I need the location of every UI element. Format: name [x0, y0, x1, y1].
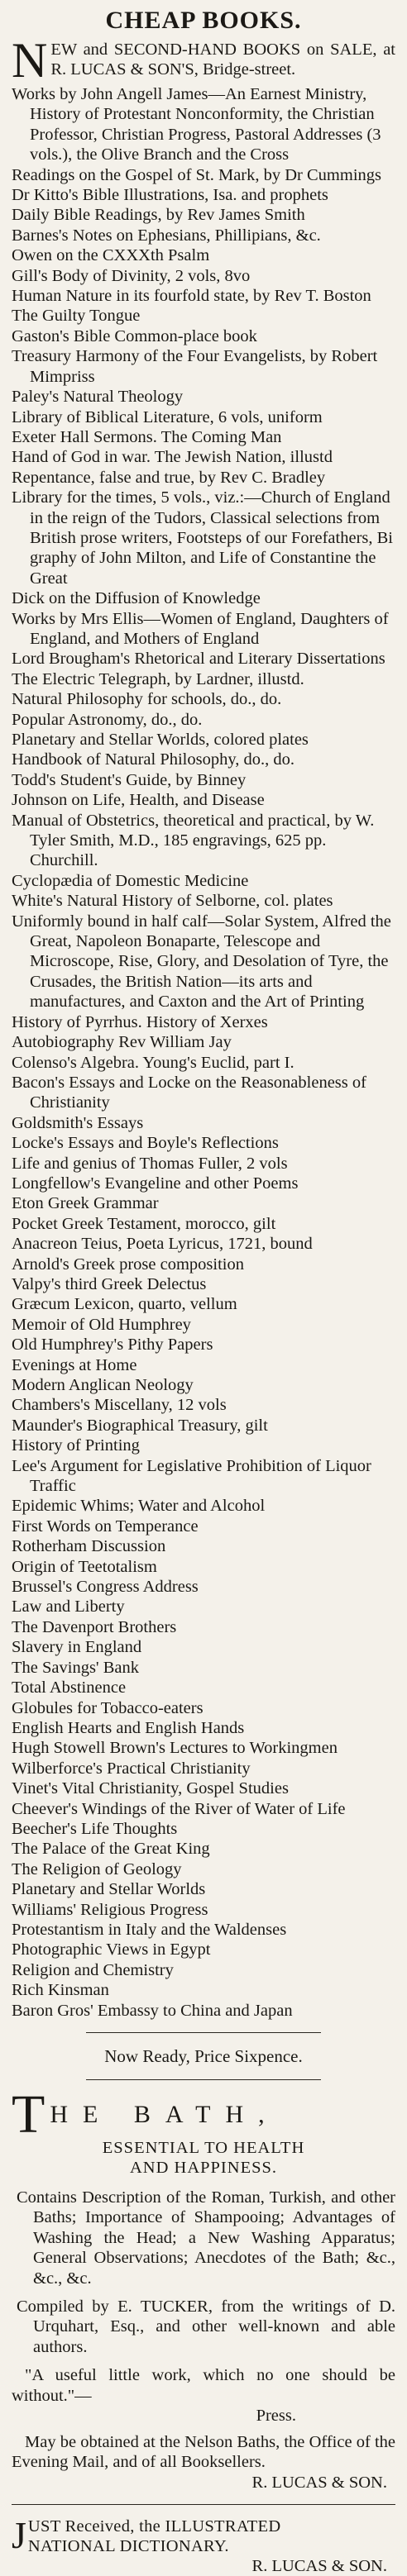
bath-availability: May be obtained at the Nelson Baths, the Office of the Evening Mail, and of all Booksellers.	[12, 2433, 395, 2472]
bath-heading	[12, 2084, 395, 2145]
book-list-item: Paley's Natural Theology	[12, 388, 184, 407]
book-list-item: Brussel's Congress Address	[12, 1578, 199, 1597]
book-list-item: Rich Kinsman	[12, 1981, 109, 2000]
bath-signature: R. LUCAS & SON.	[251, 2473, 387, 2492]
book-list-item: Græcum Lexicon, quarto, vellum	[12, 1295, 237, 1314]
book-list-item: Epidemic Whims; Water and Alcohol	[12, 1497, 266, 1516]
book-list-item: Hugh Stowell Brown's Lectures to Workingmen	[12, 1739, 338, 1758]
book-list-item: Dr Kitto's Bible Illustrations, Isa. and prophets	[12, 186, 328, 205]
intro-text: EW and SECOND-HAND BOOKS on SALE, at R. LUCAS & SON'S, Bridge-street.	[50, 40, 395, 79]
book-list-item: The Palace of the Great King	[12, 1840, 210, 1859]
book-list-item: First Words on Temperance	[12, 1517, 199, 1536]
book-list-item: The Davenport Brothers	[12, 1617, 177, 1636]
book-list-item: Life and genius of Thomas Fuller, 2 vols	[12, 1154, 288, 1173]
book-list-item: Cyclopædia of Domestic Medicine	[12, 871, 249, 890]
dictionary-line2: NATIONAL DICTIONARY.	[27, 2536, 229, 2555]
book-list-item: English Hearts and English Hands	[12, 1718, 245, 1737]
book-list-item: Handbook of Natural Philosophy, do., do.	[12, 750, 295, 769]
book-list-item: Locke's Essays and Boyle's Reflections	[12, 1134, 279, 1153]
book-list-item: Old Humphrey's Pithy Papers	[12, 1336, 213, 1355]
bath-subtitle-line1: ESSENTIAL TO HEALTH	[102, 2139, 305, 2157]
bath-ready-notice: Now Ready, Price Sixpence.	[104, 2046, 303, 2066]
book-list-item: Pocket Greek Testament, morocco, gilt	[12, 1214, 276, 1233]
book-list-item: Human Nature in its fourfold state, by Rev T. Boston	[12, 287, 371, 306]
book-list-item: Treasury Harmony of the Four Evangelists, by Robert Mimpriss	[12, 347, 378, 386]
book-list-item: Barnes's Notes on Ephesians, Phillipians, &c.	[12, 226, 321, 245]
book-list-item: Planetary and Stellar Worlds	[12, 1880, 206, 1899]
book-list-item: Works by Mrs Ellis—Women of England, Daughters of England, and Mothers of England	[12, 609, 389, 648]
book-list-item: The Savings' Bank	[12, 1658, 140, 1677]
section-divider	[86, 2079, 321, 2080]
book-list-item: Autobiography Rev William Jay	[12, 1033, 232, 1052]
book-list-item: Arnold's Greek prose composition	[12, 1255, 244, 1274]
book-list-item: Uniformly bound in half calf—Solar System, Alfred the Great, Napoleon Bonaparte, Telescope and Microscope, Rise, Glory, and Desolation of Tyre, the Crusades, the British Nation—its arts and manufactures, and Caxton and the Art of Printing	[12, 912, 391, 1012]
book-list-item: Readings on the Gospel of St. Mark, by Dr Cummings	[12, 165, 381, 184]
book-list-item: The Guilty Tongue	[12, 307, 141, 326]
bath-compiled: Compiled by E. TUCKER, from the writings of D. Urquhart, Esq., and other well-known and able authors.	[17, 2297, 395, 2356]
book-list-item: Modern Anglican Neology	[12, 1376, 194, 1394]
book-list-item: Lord Brougham's Rhetorical and Literary Dissertations	[12, 650, 385, 669]
book-list-item: Wilberforce's Practical Christianity	[12, 1759, 251, 1778]
dictionary-signature: R. LUCAS & SON.	[251, 2556, 387, 2575]
book-list-item: Todd's Student's Guide, by Binney	[12, 770, 247, 789]
book-list-item: Baron Gros' Embassy to China and Japan	[12, 2001, 293, 2020]
book-list-item: Lee's Argument for Legislative Prohibition of Liquor Traffic	[12, 1456, 371, 1496]
bath-title: HE BATH,	[50, 2101, 280, 2128]
book-list-item: Dick on the Diffusion of Knowledge	[12, 589, 261, 608]
book-list-item: History of Printing	[12, 1436, 140, 1455]
cheap-books-intro	[12, 33, 395, 88]
book-list-item: Beecher's Life Thoughts	[12, 1819, 178, 1838]
book-list-item: Eton Greek Grammar	[12, 1194, 159, 1213]
book-list-item: Total Abstinence	[12, 1678, 127, 1697]
book-list-item: Library for the times, 5 vols., viz.:—Church of England in the reign of the Tudors, Classical selections from British prose writers, Footsteps of our Forefathers, Bi graphy of John Milton, and Life of Constantine the Great	[12, 488, 393, 588]
cheap-books-title: CHEAP BOOKS.	[105, 7, 302, 34]
book-list	[12, 84, 395, 2021]
book-list-item: Johnson on Life, Health, and Disease	[12, 791, 265, 810]
book-list-item: Daily Bible Readings, by Rev James Smith	[12, 206, 305, 225]
drop-cap-n: N	[12, 33, 48, 88]
book-list-item: Bacon's Essays and Locke on the Reasonableness of Christianity	[12, 1073, 366, 1112]
book-list-item: Evenings at Home	[12, 1355, 137, 1374]
book-list-item: White's Natural History of Selborne, col. plates	[12, 892, 333, 911]
book-list-item: Photographic Views in Egypt	[12, 1940, 211, 1959]
book-list-item: Manual of Obstetrics, theoretical and practical, by W. Tyler Smith, M.D., 185 engravings, 625 pp. Churchill.	[12, 811, 375, 870]
book-list-item: Memoir of Old Humphrey	[12, 1315, 191, 1334]
book-list-item: Cheever's Windings of the River of Water of Life	[12, 1799, 346, 1818]
book-list-item: Williams' Religious Progress	[12, 1900, 208, 1919]
book-list-item: Longfellow's Evangeline and other Poems	[12, 1174, 299, 1193]
bath-subtitle-line2: AND HAPPINESS.	[129, 2159, 278, 2177]
book-list-item: Gill's Body of Divinity, 2 vols, 8vo	[12, 266, 251, 285]
book-list-item: Gaston's Bible Common-place book	[12, 326, 257, 345]
dictionary-line1: UST Received, the ILLUSTRATED	[27, 2516, 281, 2536]
book-list-item: Planetary and Stellar Worlds, colored plates	[12, 731, 309, 749]
book-list-item: Hand of God in war. The Jewish Nation, illustd	[12, 448, 333, 467]
book-list-item: Owen on the CXXXth Psalm	[12, 246, 210, 265]
book-list-item: Religion and Chemistry	[12, 1960, 174, 1979]
book-list-item: Popular Astronomy, do., do.	[12, 710, 203, 729]
book-list-item: The Electric Telegraph, by Lardner, illustd.	[12, 669, 304, 688]
book-list-item: Goldsmith's Essays	[12, 1113, 144, 1132]
book-list-item: Rotherham Discussion	[12, 1537, 166, 1556]
book-list-item: Natural Philosophy for schools, do., do.	[12, 690, 282, 709]
book-list-item: The Religion of Geology	[12, 1859, 182, 1878]
dictionary-heading	[12, 2513, 395, 2556]
drop-cap-j: J	[12, 2513, 26, 2556]
book-list-item: Vinet's Vital Christianity, Gospel Studies	[12, 1779, 289, 1798]
section-divider	[12, 2504, 395, 2505]
book-list-item: Slavery in England	[12, 1638, 142, 1657]
book-list-item: Protestantism in Italy and the Waldenses	[12, 1920, 287, 1939]
book-list-item: Maunder's Biographical Treasury, gilt	[12, 1416, 268, 1435]
book-list-item: Repentance, false and true, by Rev C. Bradley	[12, 468, 326, 487]
book-list-item: Library of Biblical Literature, 6 vols, uniform	[12, 407, 323, 426]
bath-contents: Contains Description of the Roman, Turkish, and other Baths; Importance of Shampooing; Advantages of Washing the Head; a New Washing Apparatus; General Observations; Anecdotes of the Bath; &c., &c., &c.	[17, 2188, 395, 2288]
book-list-item: Anacreon Teius, Poeta Lyricus, 1721, bound	[12, 1235, 313, 1254]
book-list-item: Valpy's third Greek Delectus	[12, 1274, 207, 1293]
bath-review-quote: "A useful little work, which no one should be without."—	[12, 2366, 395, 2405]
book-list-item: Exeter Hall Sermons. The Coming Man	[12, 427, 282, 446]
book-list-item: Works by John Angell James—An Earnest Ministry, History of Protestant Nonconformity, the Christian Professor, Christian Progress, Pastoral Addresses (3 vols.), the Olive Branch and the Cross	[12, 85, 381, 164]
book-list-item: Colenso's Algebra. Young's Euclid, part I.	[12, 1053, 294, 1072]
drop-cap-t: T	[12, 2084, 45, 2145]
book-list-item: Chambers's Miscellany, 12 vols	[12, 1396, 227, 1415]
section-divider	[86, 2032, 321, 2033]
book-list-item: Globules for Tobacco-eaters	[12, 1698, 204, 1717]
book-list-item: Origin of Teetotalism	[12, 1557, 157, 1576]
book-list-item: Law and Liberty	[12, 1598, 125, 1617]
bath-review-source: Press.	[256, 2407, 296, 2426]
book-list-item: History of Pyrrhus. History of Xerxes	[12, 1012, 268, 1031]
